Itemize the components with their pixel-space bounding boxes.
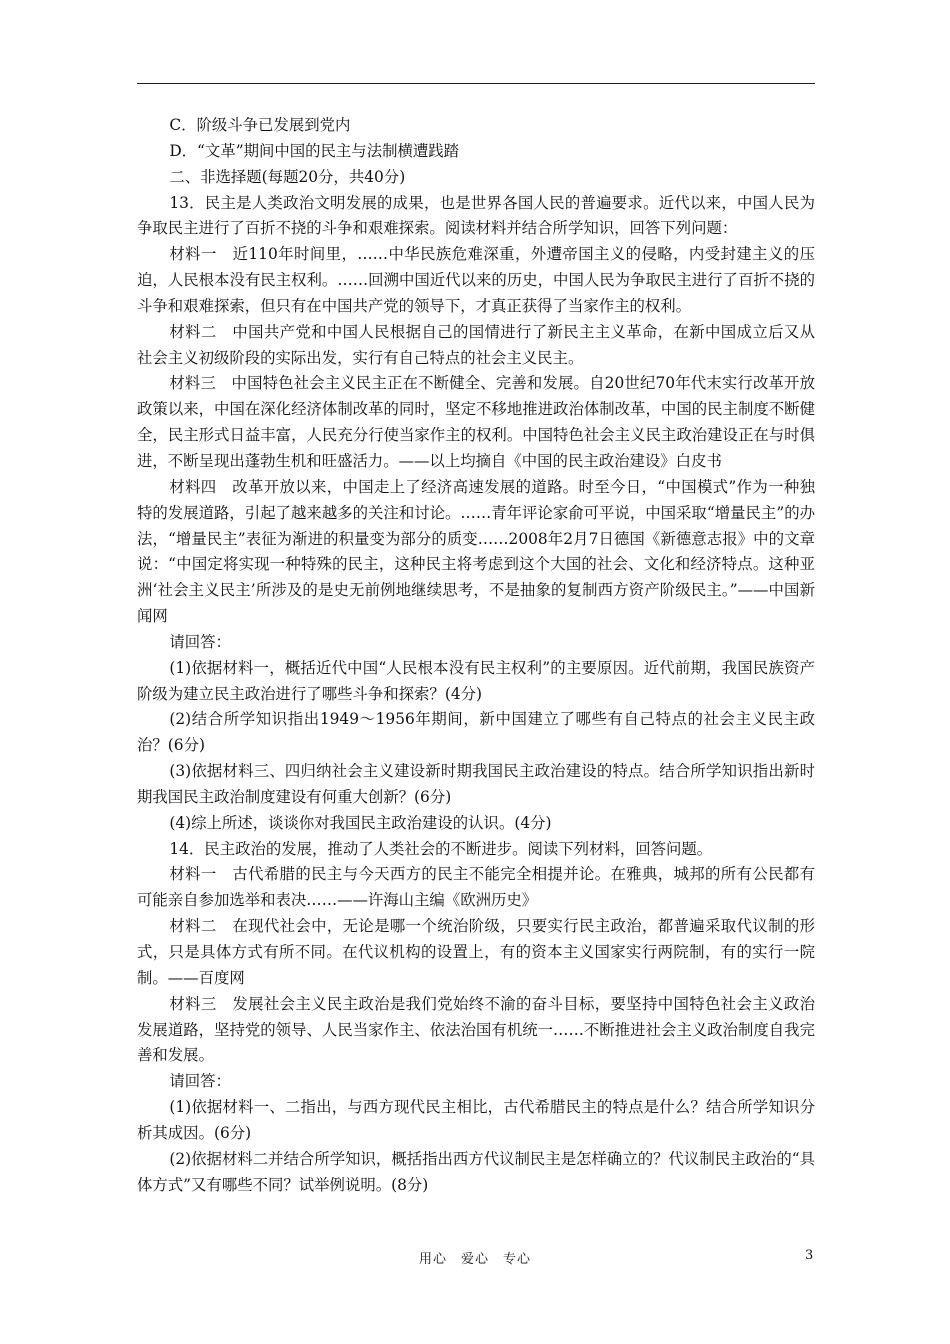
q14-sub-1: (1)依据材料一、二指出，与西方现代民主相比，古代希腊民主的特点是什么？结合所学知识分析其成因。(6分) <box>137 1098 815 1142</box>
footer-motto: 用心 爱心 专心 <box>418 1252 531 1267</box>
q14-prompt: 请回答： <box>169 1072 231 1091</box>
page-number: 3 <box>805 1248 814 1263</box>
q13-sub-4: (4)综上所述，谈谈你对我国民主政治建设的认识。(4分) <box>169 813 552 832</box>
q14-material-1: 材料一 古代希腊的民主与今天西方的民主不能完全相提并论。在雅典，城邦的所有公民都有可能亲自参加选举和表决……——许海山主编《欧洲历史》 <box>137 865 815 910</box>
q13-material-4: 材料四 改革开放以来，中国走上了经济高速发展的道路。时至今日，“中国模式”作为一种独特的发展道路，引起了越来越多的关注和讨论。……青年评论家俞可平说，中国采取“增量民主”的办法，“增量民主”表征为渐进的积量变为部分的质变……2008年2月7日德国《新德意志报》中的文章说：“中国定将实现一种特殊的民主，这种民主将考虑到这个大国的社会、文化和经济特点。这种亚洲‘社会主义民主’所涉及的是史无前例地继续思考，不是抽象的复制西方资产阶级民主。”——中国新闻网 <box>137 477 815 626</box>
q14-sub-2: (2)依据材料二并结合所学知识，概括指出西方代议制民主是怎样确立的？代议制民主政治的“具体方式”又有哪些不同？试举例说明。(8分) <box>137 1149 815 1194</box>
section-heading: 二、非选择题(每题20分，共40分) <box>169 167 406 186</box>
document-body <box>137 113 815 1198</box>
q13-sub-2: (2)结合所学知识指出1949～1956年期间，新中国建立了哪些有自己特点的社会主义民主政治？(6分) <box>137 710 815 755</box>
q14-material-2: 材料二 在现代社会中，无论是哪一个统治阶级，只要实行民主政治，都普遍采取代议制的形式，只是具体方式有所不同。在代议机构的设置上，有的资本主义国家实行两院制，有的实行一院制。——百度网 <box>137 917 815 987</box>
question-13-stem: 13．民主是人类政治文明发展的成果，也是世界各国人民的普遍要求。近代以来，中国人民为争取民主进行了百折不挠的斗争和艰难探索。阅读材料并结合所学知识，回答下列问题： <box>137 193 815 238</box>
option-c: C．阶级斗争已发展到党内 <box>169 116 351 134</box>
header-rule <box>137 83 815 84</box>
question-14-stem: 14．民主政治的发展，推动了人类社会的不断进步。阅读下列材料，回答问题。 <box>169 839 713 858</box>
q13-material-3: 材料三 中国特色社会主义民主正在不断健全、完善和发展。自20世纪70年代末实行改革开放政策以来，中国在深化经济体制改革的同时，坚定不移地推进政治体制改革，中国的民主制度不断健全，民主形式日益丰富，人民充分行使当家作主的权利。中国特色社会主义民主政治建设正在与时俱进，不断呈现出蓬勃生机和旺盛活力。——以上均摘自《中国的民主政治建设》白皮书 <box>137 374 815 470</box>
q13-material-2: 材料二 中国共产党和中国人民根据自己的国情进行了新民主主义革命，在新中国成立后又从社会主义初级阶段的实际出发，实行有自己特点的社会主义民主。 <box>137 322 815 367</box>
q13-prompt: 请回答： <box>169 632 231 651</box>
q13-sub-3: (3)依据材料三、四归纳社会主义建设新时期我国民主政治建设的特点。结合所学知识指出新时期我国民主政治制度建设有何重大创新？(6分) <box>137 762 815 806</box>
q13-sub-1: (1)依据材料一，概括近代中国“人民根本没有民主权利”的主要原因。近代前期，我国民族资产阶级为建立民主政治进行了哪些斗争和探索？(4分) <box>137 658 815 703</box>
q14-material-3: 材料三 发展社会主义民主政治是我们党始终不渝的奋斗目标，要坚持中国特色社会主义政治发展道路，坚持党的领导、人民当家作主、依法治国有机统一……不断推进社会主义政治制度自我完善和发展。 <box>137 994 815 1065</box>
option-d: D．“文革”期间中国的民主与法制横遭践踏 <box>169 141 460 160</box>
q13-material-1: 材料一 近110年时间里，……中华民族危难深重，外遭帝国主义的侵略，内受封建主义的压迫，人民根本没有民主权利。……回溯中国近代以来的历史，中国人民为争取民主进行了百折不挠的斗争和艰难探索，但只有在中国共产党的领导下，才真正获得了当家作主的权利。 <box>137 245 815 315</box>
